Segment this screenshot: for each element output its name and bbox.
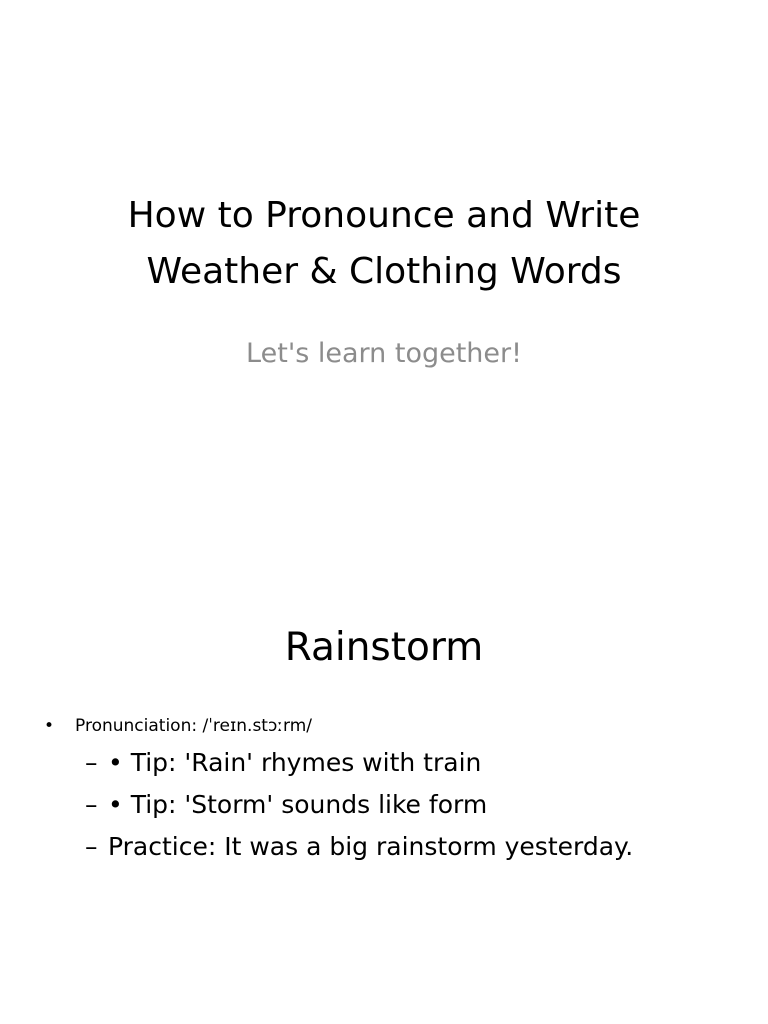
bullet-text: Practice: It was a big rainstorm yesterday.: [108, 832, 634, 861]
content-slide: [0, 512, 768, 1024]
slide-heading: Rainstorm: [284, 625, 484, 670]
bullet-pronunciation: [0, 710, 768, 742]
slide-title-line-1: How to Pronounce and Write: [127, 195, 641, 236]
bullet-text: Pronunciation: /ˈreɪn.stɔːrm/: [75, 716, 313, 736]
sub-bullet-marker: –: [85, 748, 98, 777]
sub-bullet-marker: –: [85, 832, 98, 861]
bullet-tip-rain: [0, 742, 768, 784]
slide-title-line-2: Weather & Clothing Words: [146, 251, 622, 292]
bullet-tip-storm: [0, 784, 768, 826]
bullet-practice: [0, 826, 768, 868]
slide-title: [40, 188, 728, 300]
sub-bullet-marker: –: [85, 790, 98, 819]
bullet-list: [0, 710, 768, 868]
slide-subtitle: Let's learn together!: [246, 338, 522, 369]
bullet-marker: •: [44, 716, 55, 736]
bullet-text: • Tip: 'Storm' sounds like form: [108, 790, 488, 819]
bullet-text: • Tip: 'Rain' rhymes with train: [108, 748, 482, 777]
